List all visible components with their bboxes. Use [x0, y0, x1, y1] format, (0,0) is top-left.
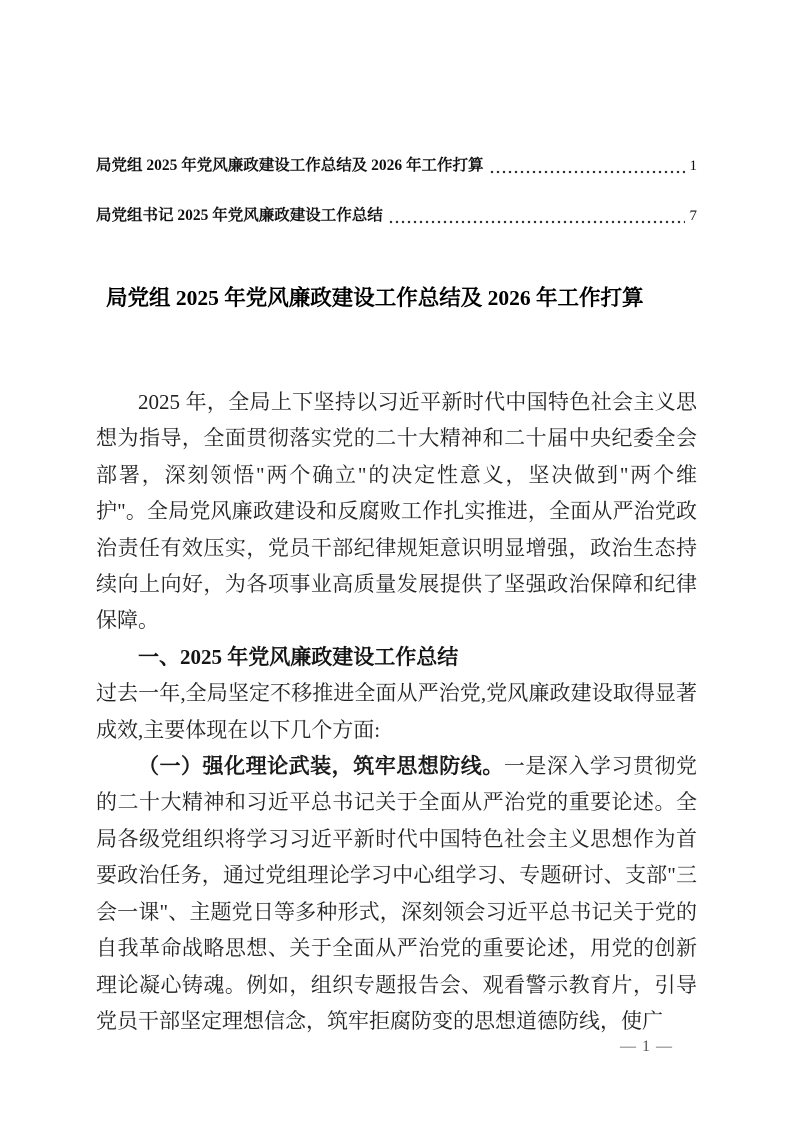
dot-leader — [490, 169, 685, 174]
item-1-lead-in: （一）强化理论武装，筑牢思想防线。 — [138, 754, 504, 779]
article-body — [96, 384, 697, 1039]
toc-entry-title: 局党组 2025 年党风廉政建设工作总结及 2026 年工作打算 — [96, 157, 484, 174]
toc-entry-2[interactable] — [96, 205, 697, 227]
section-1-heading: 一、2025 年党风廉政建设工作总结 — [138, 644, 459, 669]
toc-page-number: 7 — [689, 208, 697, 224]
item-1-text: 一是深入学习贯彻党的二十大精神和习近平总书记关于全面从严治党的重要论述。全局各级党组织将学习习近平新时代中国特色社会主义思想作为首要政治任务，通过党组理论学习中心组学习、专题研讨、支部"三会一课"、主题党日等多种形式，深刻领会习近平总书记关于党的自我革命战略思想、关于全面从严治党的重要论述，用党的创新理论凝心铸魂。例如，组织专题报告会、观看警示教育片，引导党员干部坚定理想信念，筑牢拒腐防变的思想道德防线，使广 — [96, 754, 698, 1033]
page-number: — 1 — — [620, 1038, 673, 1055]
section-1-lead-paragraph: 过去一年,全局坚定不移推进全面从严治党,党风廉政建设取得显著成效,主要体现在以下几个方面: — [96, 681, 697, 742]
toc-entry-title: 局党组书记 2025 年党风廉政建设工作总结 — [96, 207, 383, 224]
table-of-contents — [96, 155, 697, 227]
intro-paragraph: 2025 年，全局上下坚持以习近平新时代中国特色社会主义思想为指导，全面贯彻落实党的二十大精神和二十届中央纪委全会部署，深刻领悟"两个确立"的决定性意义，坚决做到"两个维护"。全局党风廉政建设和反腐败工作扎实推进，全面从严治党政治责任有效压实，党员干部纪律规矩意识明显增强，政治生态持续向上向好，为各项事业高质量发展提供了坚强政治保障和纪律保障。 — [96, 390, 697, 633]
toc-page-number: 1 — [689, 158, 697, 174]
article-title: 局党组 2025 年党风廉政建设工作总结及 2026 年工作打算 — [106, 286, 644, 310]
toc-entry-1[interactable] — [96, 155, 697, 177]
dot-leader — [389, 219, 685, 224]
section-1-item-1-paragraph — [96, 748, 697, 1039]
